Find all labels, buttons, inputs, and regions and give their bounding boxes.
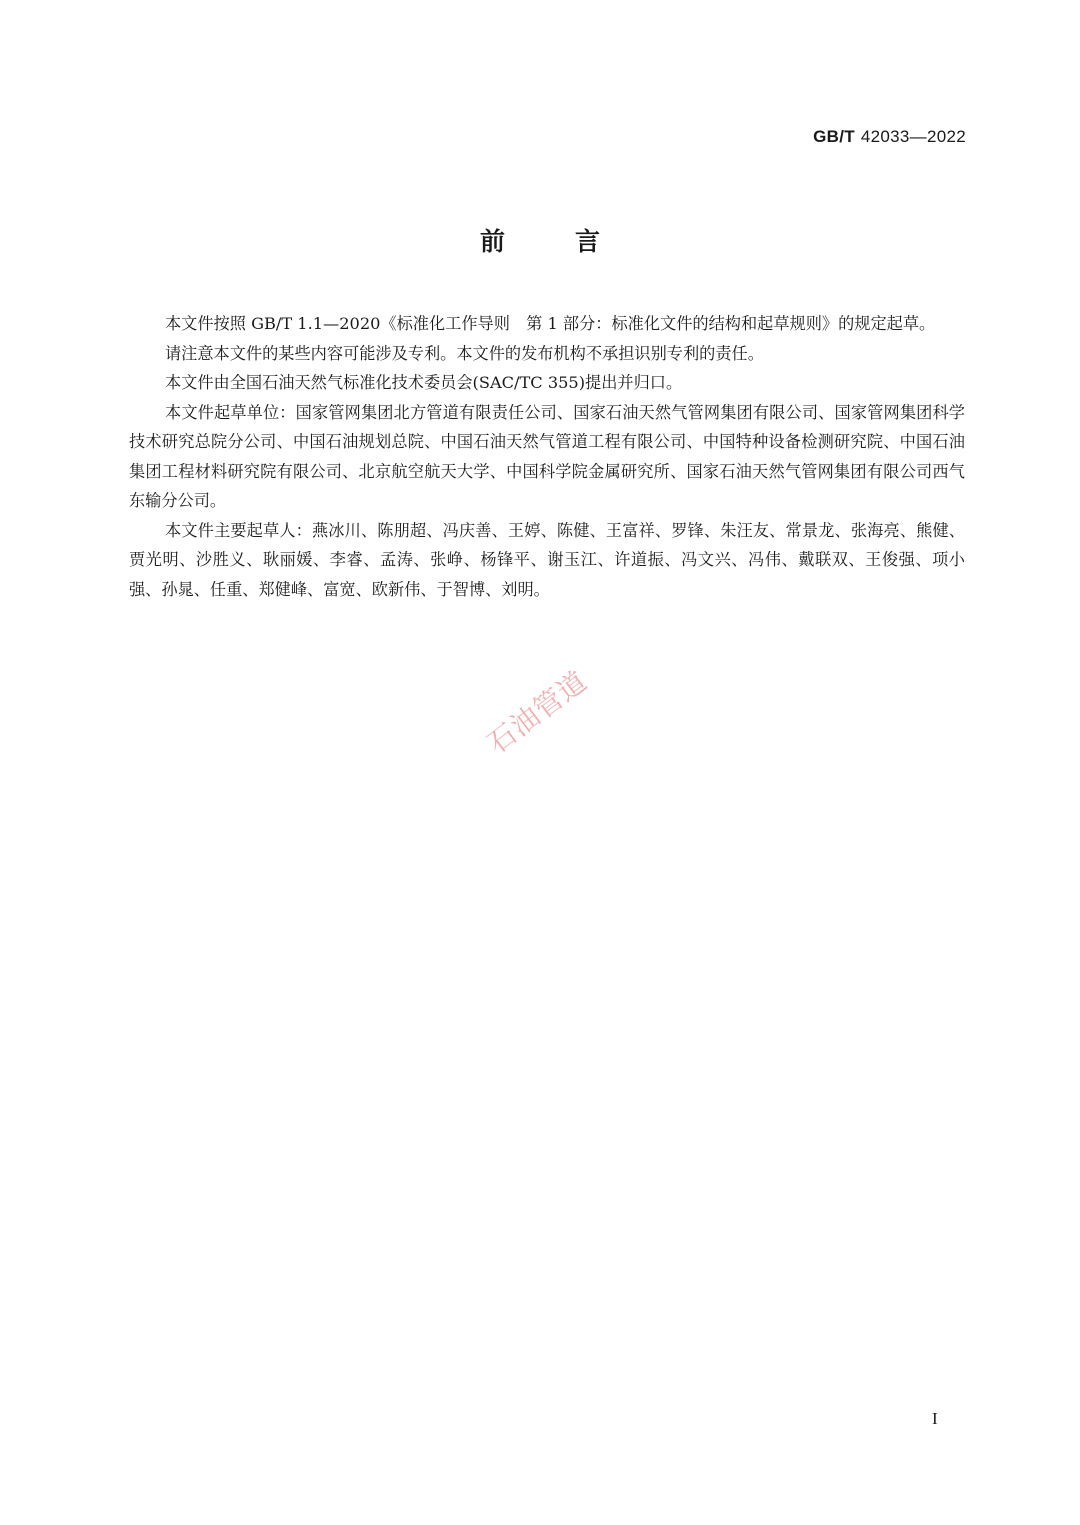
standard-prefix: GB/T: [813, 127, 855, 146]
paragraph-drafting-rules: 本文件按照 GB/T 1.1—2020《标准化工作导则 第 1 部分：标准化文件的结构和起草规则》的规定起草。: [165, 314, 936, 333]
paragraph-drafting-units: 本文件起草单位：国家管网集团北方管道有限责任公司、国家石油天然气管网集团有限公司、国家管网集团科学技术研究总院分公司、中国石油规划总院、中国石油天然气管道工程有限公司、中国特种设备检测研究院、中国石油集团工程材料研究院有限公司、北京航空航天大学、中国科学院金属研究所、国家石油天然气管网集团有限公司西气东输分公司。: [129, 402, 965, 510]
paragraph-main-drafters: 本文件主要起草人：燕冰川、陈朋超、冯庆善、王婷、陈健、王富祥、罗锋、朱汪友、常景龙、张海亮、熊健、贾光明、沙胜义、耿丽媛、李睿、孟涛、张峥、杨锋平、谢玉江、许道振、冯文兴、冯伟、戴联双、王俊强、项小强、孙晁、任重、郑健峰、富宽、欧新伟、于智博、刘明。: [129, 520, 965, 599]
paragraph-proposer: 本文件由全国石油天然气标准化技术委员会(SAC/TC 355)提出并归口。: [165, 373, 683, 392]
page-title: 前言: [479, 227, 670, 256]
foreword-body: [129, 309, 965, 604]
standard-number: 42033—2022: [860, 127, 966, 146]
paragraph-patent-notice: 请注意本文件的某些内容可能涉及专利。本文件的发布机构不承担识别专利的责任。: [165, 343, 764, 363]
standard-code: [813, 127, 966, 147]
page-number: I: [932, 1409, 938, 1428]
watermark: 石油管道: [481, 664, 594, 761]
